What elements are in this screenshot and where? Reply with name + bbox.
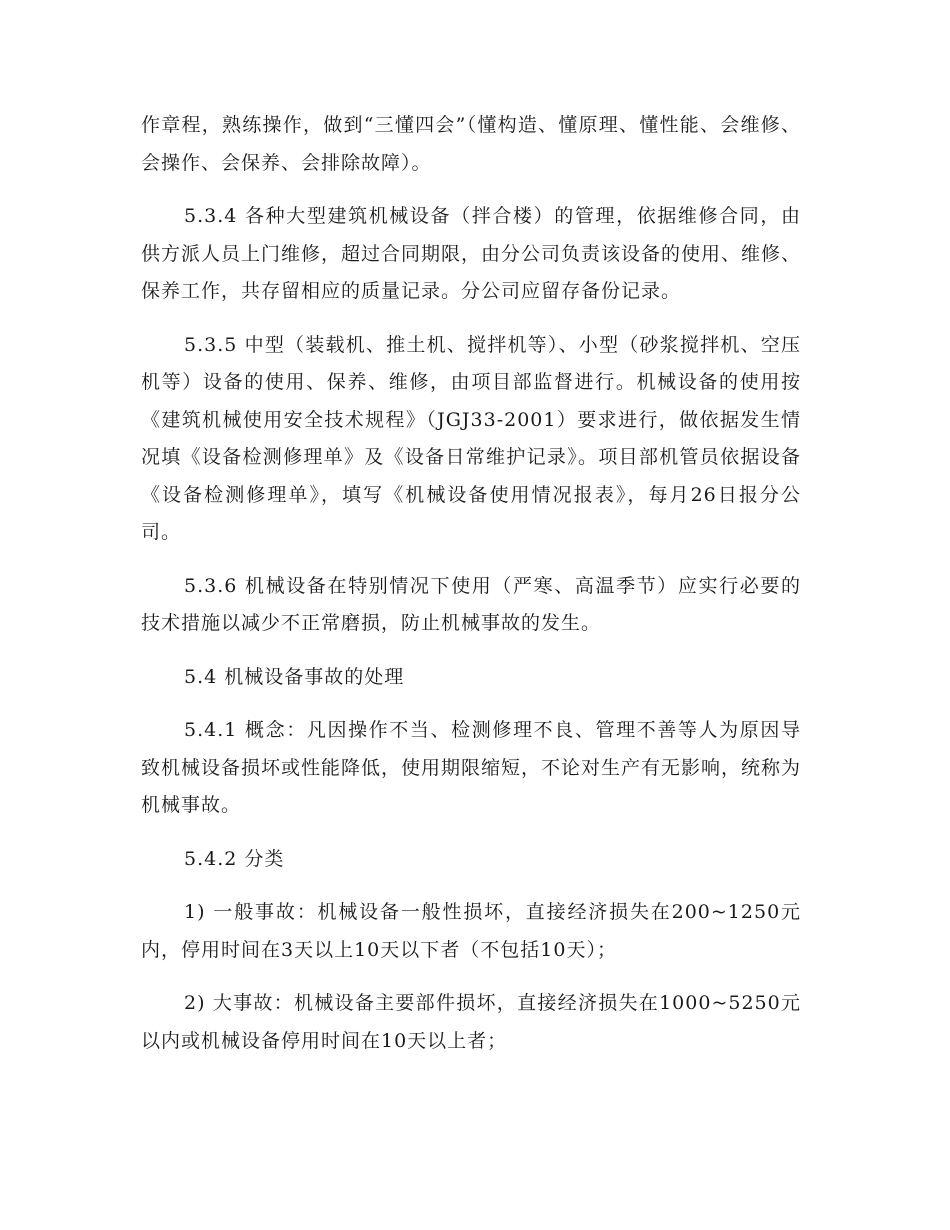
paragraph-5-3-6: 5.3.6 机械设备在特别情况下使用（严寒、高温季节）应实行必要的技术措施以减少不正常磨损，防止机械事故的发生。 xyxy=(141,574,801,634)
paragraph-5-4-1: 5.4.1 概念：凡因操作不当、检测修理不良、管理不善等人为原因导致机械设备损坏或性能降低，使用期限缩短，不论对生产有无影响，统称为机械事故。 xyxy=(141,719,802,816)
paragraph-5-3-4: 5.3.4 各种大型建筑机械设备（拌合楼）的管理，依据维修合同，由供方派人员上门维修，超过合同期限，由分公司负责该设备的使用、维修、保养工作，共存留相应的质量记录。分公司应留存备份记录。 xyxy=(141,205,802,302)
paragraph-5-3-5: 5.3.5 中型（装载机、推土机、搅拌机等）、小型（砂浆搅拌机、空压机等）设备的使用、保养、维修，由项目部监督进行。机械设备的使用按《建筑机械使用安全技术规程》（JGJ33-2001）要求进行，做依据发生情况填《设备检测修理单》及《设备日常维护记录》。项目部机管员依据设备《设备检测修理单》，填写《机械设备使用情况报表》，每月26日报分公司。 xyxy=(141,333,801,543)
subheading-5-4-2: 5.4.2 分类 xyxy=(184,847,285,870)
list-item-general-accident: 1) 一般事故：机械设备一般性损坏，直接经济损失在200~1250元内，停用时间在3天以上10天以下者（不包括10天）； xyxy=(141,901,801,961)
paragraph-continuation: 作章程，熟练操作，做到“三懂四会”（懂构造、懂原理、懂性能、会维修、会操作、会保养、会排除故障）。 xyxy=(141,114,801,174)
section-heading-5-4: 5.4 机械设备事故的处理 xyxy=(184,665,405,688)
list-item-major-accident: 2) 大事故：机械设备主要部件损坏，直接经济损失在1000~5250元以内或机械设备停用时间在10天以上者； xyxy=(141,992,801,1052)
document-body xyxy=(141,107,801,1076)
